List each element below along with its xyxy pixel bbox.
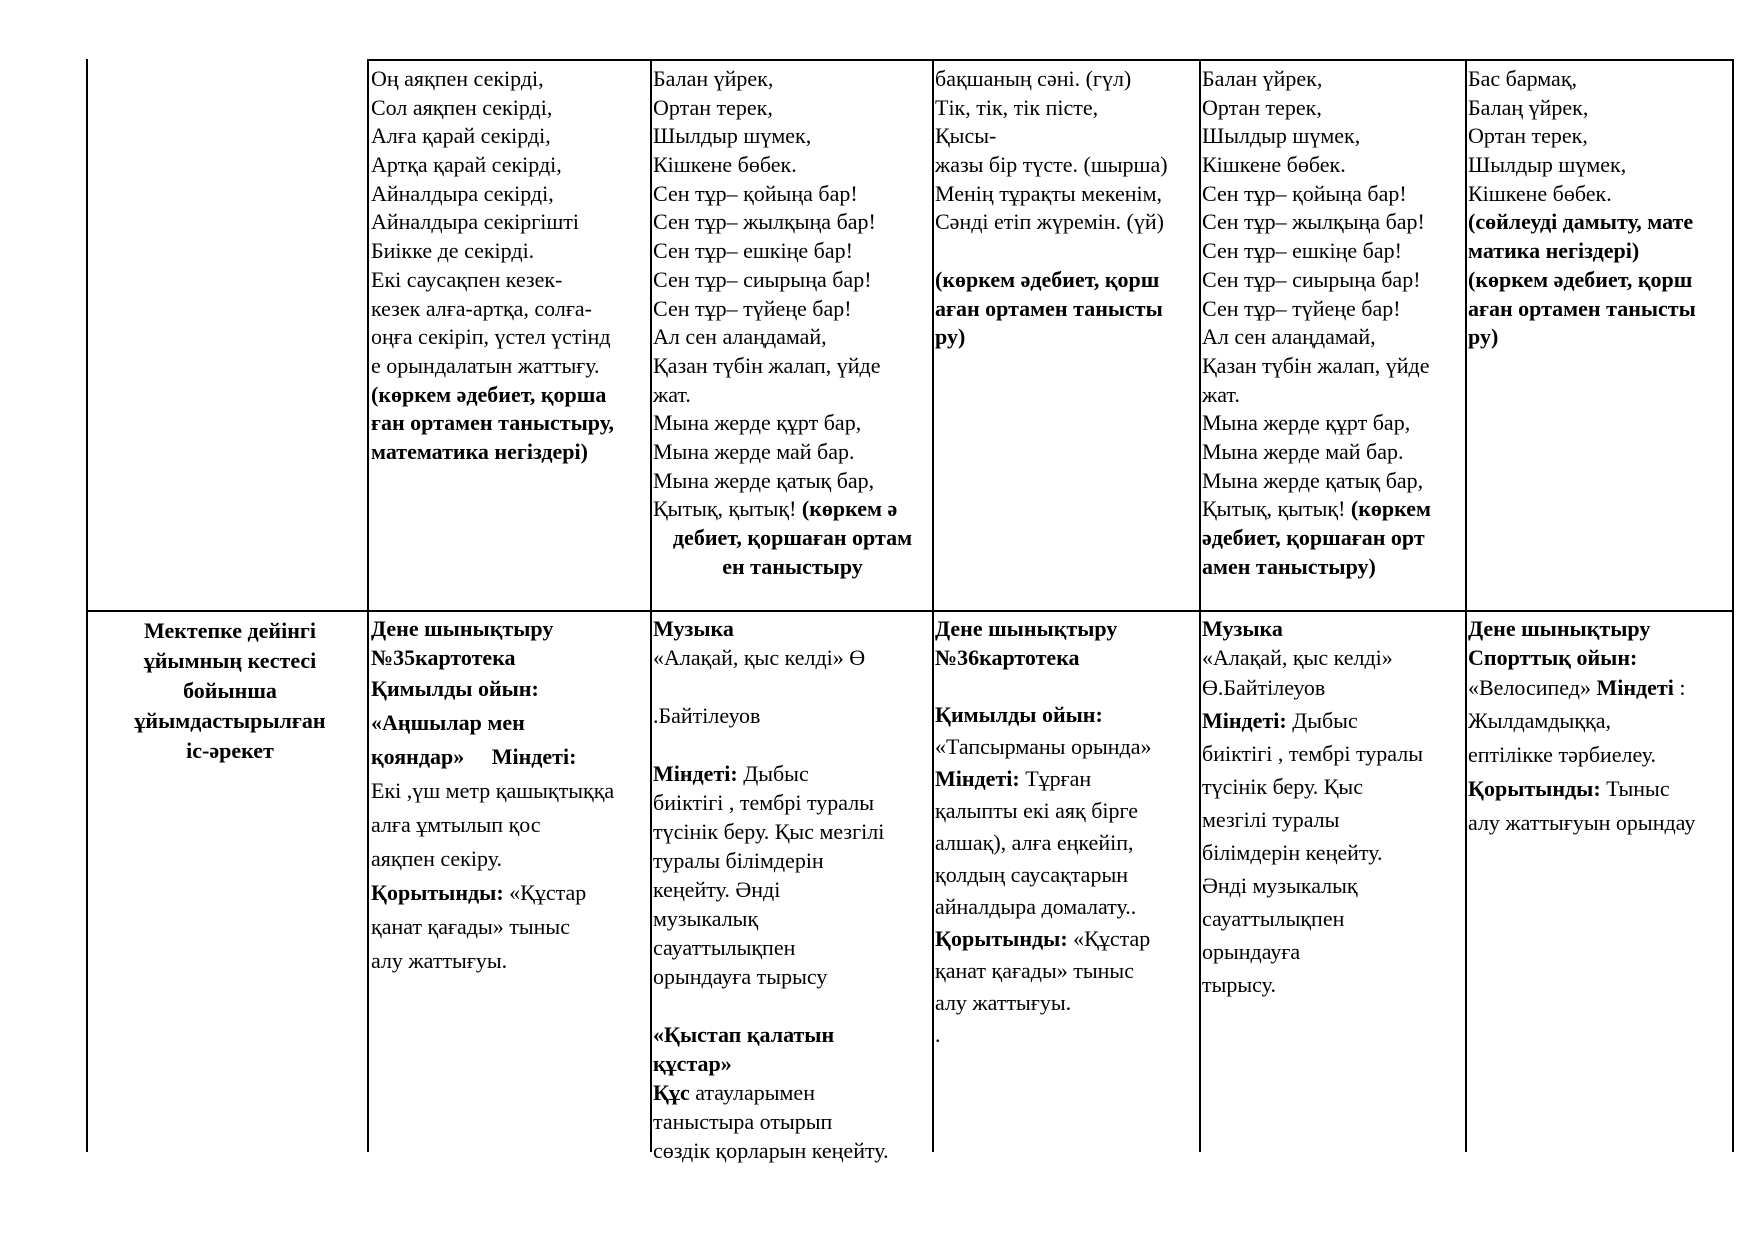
text-line: Қазан түбін жалап, үйде <box>653 352 881 378</box>
text-line: орындауға тырысу <box>653 964 828 989</box>
text-line: Сен тұр– ешкіңе бар! <box>1202 238 1402 264</box>
text-line: Мына жерде құрт бар, <box>1202 410 1411 436</box>
text-line: Екі ,үш метр қашықтыққа <box>371 778 615 803</box>
text-line: Бас бармақ, <box>1468 66 1578 91</box>
text-line: Мына жерде қатық бар, <box>1202 467 1424 493</box>
table-left-border <box>86 59 88 1152</box>
text-line <box>1202 495 1465 524</box>
text-line <box>653 495 932 524</box>
subject-note: (көркем әдебиет, қорша <box>371 381 607 407</box>
row1-col3-cell <box>935 65 1199 352</box>
text-line: сауаттылықпен <box>1202 906 1345 931</box>
column-divider-1 <box>367 59 369 1152</box>
text-line <box>1468 672 1732 704</box>
text-line: Балан үйрек, <box>653 66 774 91</box>
text-line: Ортан терек, <box>1468 123 1588 149</box>
subject-title: Дене шынықтыру <box>371 616 554 641</box>
row2-col1-cell <box>371 614 649 978</box>
task-label: Міндеті: <box>491 744 577 769</box>
text-line: Ал сен алаңдамай, <box>653 324 827 350</box>
game-label: Қимылды ойын: <box>371 676 539 701</box>
row2-col2-cell <box>653 614 932 1165</box>
text-line: Сен тұр– ешкіңе бар! <box>653 238 853 264</box>
text-line: қанат қағады» тыныс <box>935 958 1134 983</box>
song-title: «Алақай, қыс келді» Ө <box>653 645 866 670</box>
text-fragment: Қытық, қытық! <box>653 496 797 522</box>
text-line: Артқа қарай секірді, <box>371 152 562 178</box>
text-line: ептілікке тәрбиелеу. <box>1468 742 1657 767</box>
subject-note: (көркем әдебиет, қорш <box>1468 266 1693 292</box>
text-line: алға ұмтылып қос <box>371 812 541 837</box>
text-line: кеңейту. Әнді <box>653 877 781 902</box>
text-line: Қысы- <box>935 123 997 149</box>
text-fragment: Тұрған <box>1019 766 1092 791</box>
row2-col3-cell <box>935 614 1199 1051</box>
text-line: Шылдыр шүмек, <box>653 123 812 149</box>
text-line: Кішкене бөбек. <box>653 152 797 178</box>
text-line: Тік, тік, тік пісте, <box>935 94 1099 120</box>
text-line: Биікке де секірді. <box>371 238 535 264</box>
text-line: қанат қағады» тыныс <box>371 914 570 939</box>
text-line: бақшаның сәні. (гүл) <box>935 66 1132 91</box>
text-line: Жылдамдыққа, <box>1468 708 1611 733</box>
text-line: қалыпты екі аяқ бірге <box>935 798 1139 823</box>
text-fragment: «Құстар <box>503 880 587 905</box>
song-author: Ө.Байтілеуов <box>1202 675 1326 700</box>
text-line: орындауға <box>1202 939 1301 964</box>
spacer <box>653 672 932 701</box>
text-line: Кішкене бөбек. <box>1468 180 1612 206</box>
text-line: айналдыра домалату.. <box>935 894 1137 919</box>
text-line: Мына жерде құрт бар, <box>653 410 862 436</box>
text-line: Балан үйрек, <box>1202 66 1323 91</box>
text-line: мезгілі туралы <box>1202 807 1340 832</box>
text-line: Ал сен алаңдамай, <box>1202 324 1376 350</box>
text-line: алу жаттығуы. <box>935 990 1072 1015</box>
text-line: Сен тұр– жылқыңа бар! <box>653 209 876 235</box>
subject-note: (көркем <box>1350 496 1432 522</box>
text-line: Сол аяқпен секірді, <box>371 94 553 120</box>
row-label-line: іс-әрекет <box>186 738 274 763</box>
text-line: Шылдыр шүмек, <box>1468 152 1627 178</box>
text-line: Сен тұр– сиырыңа бар! <box>1202 266 1421 292</box>
subject-note: (көркем ә <box>801 496 898 522</box>
row-label-line: бойынша <box>183 678 277 703</box>
subject-note: амен таныстыру) <box>1202 553 1376 579</box>
text-line <box>653 759 932 788</box>
row1-col2-cell <box>653 65 932 581</box>
text-line: Сен тұр– қойыңа бар! <box>653 180 858 206</box>
subject-note: дебиет, қоршаған ортам <box>672 525 913 550</box>
text-line: Оң аяқпен секірді, <box>371 66 544 91</box>
row-divider <box>86 610 1734 612</box>
text-line: Айналдыра секіргішті <box>371 209 580 235</box>
conclusion-label: Қорытынды: <box>935 926 1068 951</box>
text-line: Айналдыра секірді, <box>371 180 554 206</box>
conclusion-label: Қорытынды: <box>371 880 504 905</box>
text-line: білімдерін кеңейту. <box>1202 840 1383 865</box>
text-line: Сен тұр– жылқыңа бар! <box>1202 209 1425 235</box>
column-divider-5 <box>1465 59 1467 1152</box>
card-number: №35картотека <box>371 645 516 670</box>
text-line: сөздік қорларын кеңейту. <box>653 1138 889 1163</box>
game-name: «Аңшылар мен <box>371 710 525 735</box>
conclusion-label: Қорытынды: <box>1468 776 1601 801</box>
text-line: е орындалатын жаттығу. <box>371 352 600 378</box>
row2-col4-cell <box>1202 614 1465 1001</box>
game-name: «Велосипед» <box>1468 675 1591 700</box>
text-line <box>1202 704 1465 737</box>
card-number: №36картотека <box>935 645 1080 670</box>
song-author: .Байтілеуов <box>653 703 761 728</box>
subject-title: Музыка <box>1202 616 1283 641</box>
text-line <box>935 923 1199 955</box>
text-line: жазы бір түсте. (шырша) <box>935 152 1168 178</box>
song-title: «Алақай, қыс келді» <box>1202 645 1393 670</box>
text-line: Сен тұр– қойыңа бар! <box>1202 180 1407 206</box>
text-line: Әнді музыкалық <box>1202 873 1358 898</box>
text-line: Ортан терек, <box>653 94 773 120</box>
text-line: Мына жерде май бар. <box>1202 438 1404 464</box>
text-fragment: атауларымен <box>689 1080 815 1105</box>
text-line <box>653 1078 932 1107</box>
subject-note: (сөйлеуді дамыту, мате <box>1468 209 1694 235</box>
text-line: аяқпен секіру. <box>371 846 502 871</box>
subject-note: ен таныстыру <box>722 553 863 579</box>
topic-title: «Қыстап қалатын <box>653 1022 835 1047</box>
text-line <box>371 740 649 774</box>
text-fragment: : <box>1673 675 1686 700</box>
game-name: «Тапсырманы орында» <box>935 734 1152 759</box>
text-line: қолдың саусақтарын <box>935 862 1128 887</box>
subject-note: әдебиет, қоршаған орт <box>1202 525 1425 550</box>
subject-note: аған ортамен танысты <box>1468 295 1696 321</box>
text-line: Мына жерде қатық бар, <box>653 467 875 493</box>
text-line: Сен тұр– түйеңе бар! <box>1202 295 1401 321</box>
row-label-organized-activity <box>90 616 370 766</box>
topic-title: құстар» <box>653 1051 732 1076</box>
row1-col5-cell <box>1468 65 1732 352</box>
text-line: алу жаттығуы. <box>371 948 508 973</box>
bird-label: Құс <box>653 1080 690 1105</box>
row1-col4-cell <box>1202 65 1465 581</box>
text-line: таныстыра отырып <box>653 1109 833 1134</box>
game-label: Спорттық ойын: <box>1468 645 1638 670</box>
text-line: түсінік беру. Қыс <box>1202 774 1363 799</box>
game-name: қояндар» <box>371 744 465 769</box>
text-line: оңға секіріп, үстел үстінд <box>371 324 611 350</box>
subject-title: Дене шынықтыру <box>1468 616 1651 641</box>
subject-note: ру) <box>935 324 966 350</box>
subject-note: ған ортамен таныстыру, <box>371 410 615 436</box>
text-line: Сен тұр– түйеңе бар! <box>653 295 852 321</box>
game-label: Қимылды ойын: <box>935 702 1103 727</box>
spacer <box>653 730 932 759</box>
table-right-border <box>1732 59 1734 1152</box>
text-line: биіктігі , тембрі туралы <box>1202 741 1423 766</box>
text-line: жат. <box>1202 381 1240 407</box>
text-line <box>1468 772 1732 806</box>
text-line: кезек алға-артқа, солға- <box>371 295 592 321</box>
text-line: тырысу. <box>1202 972 1276 997</box>
subject-note: матика негіздері) <box>1468 238 1640 264</box>
spacer <box>935 672 1199 699</box>
text-line: жат. <box>653 381 691 407</box>
row2-col5-cell <box>1468 614 1732 840</box>
row-label-line: ұйымның кестесі <box>143 648 317 673</box>
row-label-line: Мектепке дейінгі <box>143 618 316 643</box>
text-line: Сен тұр– сиырыңа бар! <box>653 266 872 292</box>
column-divider-4 <box>1199 59 1201 1152</box>
text-line: музыкалық <box>653 906 759 931</box>
text-fragment: Тыныс <box>1600 776 1670 801</box>
subject-note: (көркем әдебиет, қорш <box>935 266 1160 292</box>
text-line: Шылдыр шүмек, <box>1202 123 1361 149</box>
spacer <box>653 991 932 1020</box>
text-fragment: Дыбыс <box>1286 708 1358 733</box>
text-line: Балаң үйрек, <box>1468 94 1589 120</box>
text-line: Қазан түбін жалап, үйде <box>1202 352 1430 378</box>
subject-note: аған ортамен танысты <box>935 295 1163 321</box>
row1-col1-cell <box>371 65 649 467</box>
text-line: Екі саусақпен кезек- <box>371 266 563 292</box>
subject-title: Музыка <box>653 616 734 641</box>
text-line: түсінік беру. Қыс мезгілі <box>653 819 885 844</box>
table-top-border <box>368 59 1734 61</box>
text-line: алшақ), алға еңкейіп, <box>935 830 1134 855</box>
text-line: туралы білімдерін <box>653 848 824 873</box>
column-divider-2 <box>650 59 652 1152</box>
text-fragment: «Құстар <box>1067 926 1151 951</box>
text-line: Ортан терек, <box>1202 94 1322 120</box>
task-label: Міндеті <box>1590 675 1674 700</box>
text-line: Сәнді етіп жүремін. (үй) <box>935 209 1164 235</box>
task-label: Міндеті: <box>1202 708 1287 733</box>
text-line: Мына жерде май бар. <box>653 438 855 464</box>
subject-note: математика негіздері) <box>371 438 588 464</box>
text-fragment: Дыбыс <box>737 761 809 786</box>
task-label: Міндеті: <box>935 766 1020 791</box>
text-line: Кішкене бөбек. <box>1202 152 1346 178</box>
text-line <box>935 237 1199 266</box>
text-fragment: Қытық, қытық! <box>1202 496 1346 522</box>
subject-title: Дене шынықтыру <box>935 616 1118 641</box>
row-label-line: ұйымдастырылған <box>134 708 326 733</box>
text-line <box>371 876 649 910</box>
text-line: Алға қарай секірді, <box>371 123 551 149</box>
text-line: . <box>935 1022 941 1047</box>
text-line: Менің тұрақты мекенім, <box>935 180 1163 206</box>
subject-note: ру) <box>1468 324 1499 350</box>
text-line: алу жаттығуын орындау <box>1468 810 1696 835</box>
text-line <box>935 763 1199 795</box>
text-line: сауаттылықпен <box>653 935 796 960</box>
column-divider-3 <box>932 59 934 1152</box>
text-line: биіктігі , тембрі туралы <box>653 790 874 815</box>
task-label: Міндеті: <box>653 761 738 786</box>
